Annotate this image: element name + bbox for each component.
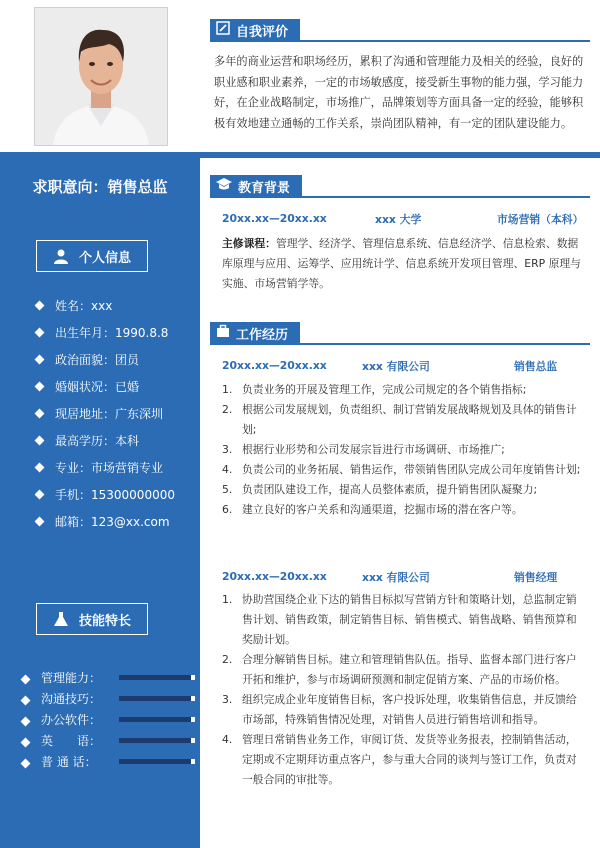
duty-item: 5. 负责团队建设工作，提高人员整体素质，提升销售团队凝聚力; (222, 483, 538, 496)
education-header (210, 175, 302, 197)
self-eval-text: 多年的商业运营和职场经历，累积了沟通和管理能力及相关的经验，良好的职业感和职业素养，一定的市场敏感度，接受新生事物的能力强，学习能力好，在企业战略制定，市场推广，品牌策划等方面具备一定的经验，能够积极有效地建立通畅的工作关系，崇尚团队精神，有一定的团队建设能力。 (214, 55, 584, 130)
duty-item: 2. 根据公司发展规划，负责组织、制订营销发展战略规划及具体的销售计划; (222, 403, 577, 436)
job-duties (222, 380, 582, 520)
skill-level-fill (119, 696, 191, 701)
job-row (222, 359, 580, 375)
job-row (222, 570, 580, 586)
personal-info-list (36, 298, 175, 541)
education-major: 市场营销（本科） (497, 213, 584, 226)
duty-item: 4. 负责公司的业务拓展、销售运作，带领销售团队完成公司年度销售计划; (222, 463, 581, 476)
skills-list (22, 667, 195, 772)
skill-item: 普 通 话： (22, 751, 195, 772)
info-item: 姓名：xxx (36, 298, 175, 325)
diamond-bullet-icon (35, 436, 45, 446)
education-row (222, 212, 584, 228)
skills-label: 技能特长 (78, 613, 131, 629)
duty-item: 6. 建立良好的客户关系和沟通渠道，挖掘市场的潜在客户等。 (222, 503, 523, 516)
info-item: 最高学历：本科 (36, 433, 175, 460)
job-date: 20xx.xx—20xx.xx (222, 570, 327, 583)
job-company: xxx 有限公司 (362, 360, 430, 373)
info-item: 政治面貌：团员 (36, 352, 175, 379)
duty-item: 1. 负责业务的开展及管理工作，完成公司规定的各个销售指标; (222, 383, 527, 396)
duty-item: 2. 合理分解销售目标。建立和管理销售队伍。指导、监督本部门进行客户开拓和维护，参与市场调研预测和制定促销方案、产品的市场价格。 (222, 653, 577, 686)
skill-level-fill (119, 759, 191, 764)
pencil-icon (216, 21, 230, 39)
self-eval-header (210, 19, 300, 41)
skill-item: 办公软件： (22, 709, 195, 730)
diamond-bullet-icon (35, 463, 45, 473)
skill-level-fill (119, 675, 191, 680)
course-text: 管理学、经济学、管理信息系统、信息经济学、信息检索、数据库原理与应用、运筹学、应用统计学、信息系统开发项目管理、ERP 原理与实施、市场营销学等。 (222, 237, 581, 290)
duty-item: 3. 根据行业形势和公司发展宗旨进行市场调研、市场推广; (222, 443, 505, 456)
person-portrait (35, 8, 167, 145)
work-header (210, 322, 300, 344)
education-title: 教育背景 (238, 180, 291, 196)
diamond-bullet-icon (21, 738, 31, 748)
briefcase-icon (216, 324, 230, 342)
skill-item: 沟通技巧： (22, 688, 195, 709)
job-company: xxx 有限公司 (362, 571, 430, 584)
skill-level-fill (119, 717, 191, 722)
skill-bar (119, 738, 195, 743)
diamond-bullet-icon (21, 696, 31, 706)
info-item: 婚姻状况：已婚 (36, 379, 175, 406)
diamond-bullet-icon (35, 355, 45, 365)
section-rule (210, 40, 590, 42)
education-date: 20xx.xx—20xx.xx (222, 212, 327, 225)
education-courses (222, 234, 586, 294)
flask-icon (53, 611, 69, 627)
job-date: 20xx.xx—20xx.xx (222, 359, 327, 372)
graduation-cap-icon (216, 177, 232, 195)
info-item: 出生年月：1990.8.8 (36, 325, 175, 352)
duty-item: 1. 协助营国绕企业下达的销售目标拟写营销方针和策略计划，总监制定销售计划、销售政策，制定销售目标、销售模式、销售战略、销售预算和奖励计划。 (222, 593, 577, 646)
diamond-bullet-icon (21, 717, 31, 727)
skill-bar (119, 717, 195, 722)
skill-bar (119, 696, 195, 701)
personal-info-label: 个人信息 (78, 250, 131, 266)
skill-bar (119, 759, 195, 764)
education-school: xxx 大学 (375, 213, 422, 226)
skill-item: 管理能力： (22, 667, 195, 688)
duty-item: 3. 组织完成企业年度销售目标，客户投诉处理，收集销售信息，并反馈给市场部，特殊销售情况处理，对销售人员进行销售培训和指导。 (222, 693, 577, 726)
diamond-bullet-icon (35, 409, 45, 419)
diamond-bullet-icon (35, 517, 45, 527)
skill-bar (119, 675, 195, 680)
skill-level-fill (119, 738, 191, 743)
course-label: 主修课程： (222, 237, 276, 250)
skill-item: 英 语： (22, 730, 195, 751)
diamond-bullet-icon (35, 382, 45, 392)
profile-photo (34, 7, 168, 146)
personal-info-title (36, 240, 148, 272)
diamond-bullet-icon (35, 328, 45, 338)
info-item: 邮箱：123@xx.com (36, 514, 175, 541)
diamond-bullet-icon (35, 490, 45, 500)
diamond-bullet-icon (35, 301, 45, 311)
diamond-bullet-icon (21, 675, 31, 685)
self-eval-title: 自我评价 (236, 24, 289, 40)
info-item: 现居地址：广东深圳 (36, 406, 175, 433)
job-position: 销售经理 (514, 571, 558, 584)
diamond-bullet-icon (21, 759, 31, 769)
skills-title (36, 603, 148, 635)
duty-item: 4. 管理日常销售业务工作，审阅订货、发货等业务报表，控制销售活动，定期或不定期拜访重点客户，参与重大合同的谈判与签订工作，负责对一般合同的审批等。 (222, 733, 577, 786)
info-item: 手机：15300000000 (36, 487, 175, 514)
info-item: 专业：市场营销专业 (36, 460, 175, 487)
user-icon (53, 248, 69, 264)
job-objective: 求职意向：销售总监 (32, 178, 168, 196)
section-rule (210, 196, 590, 198)
section-rule (210, 343, 590, 345)
job-duties (222, 590, 582, 790)
work-title: 工作经历 (236, 327, 289, 343)
job-position: 销售总监 (514, 360, 558, 373)
